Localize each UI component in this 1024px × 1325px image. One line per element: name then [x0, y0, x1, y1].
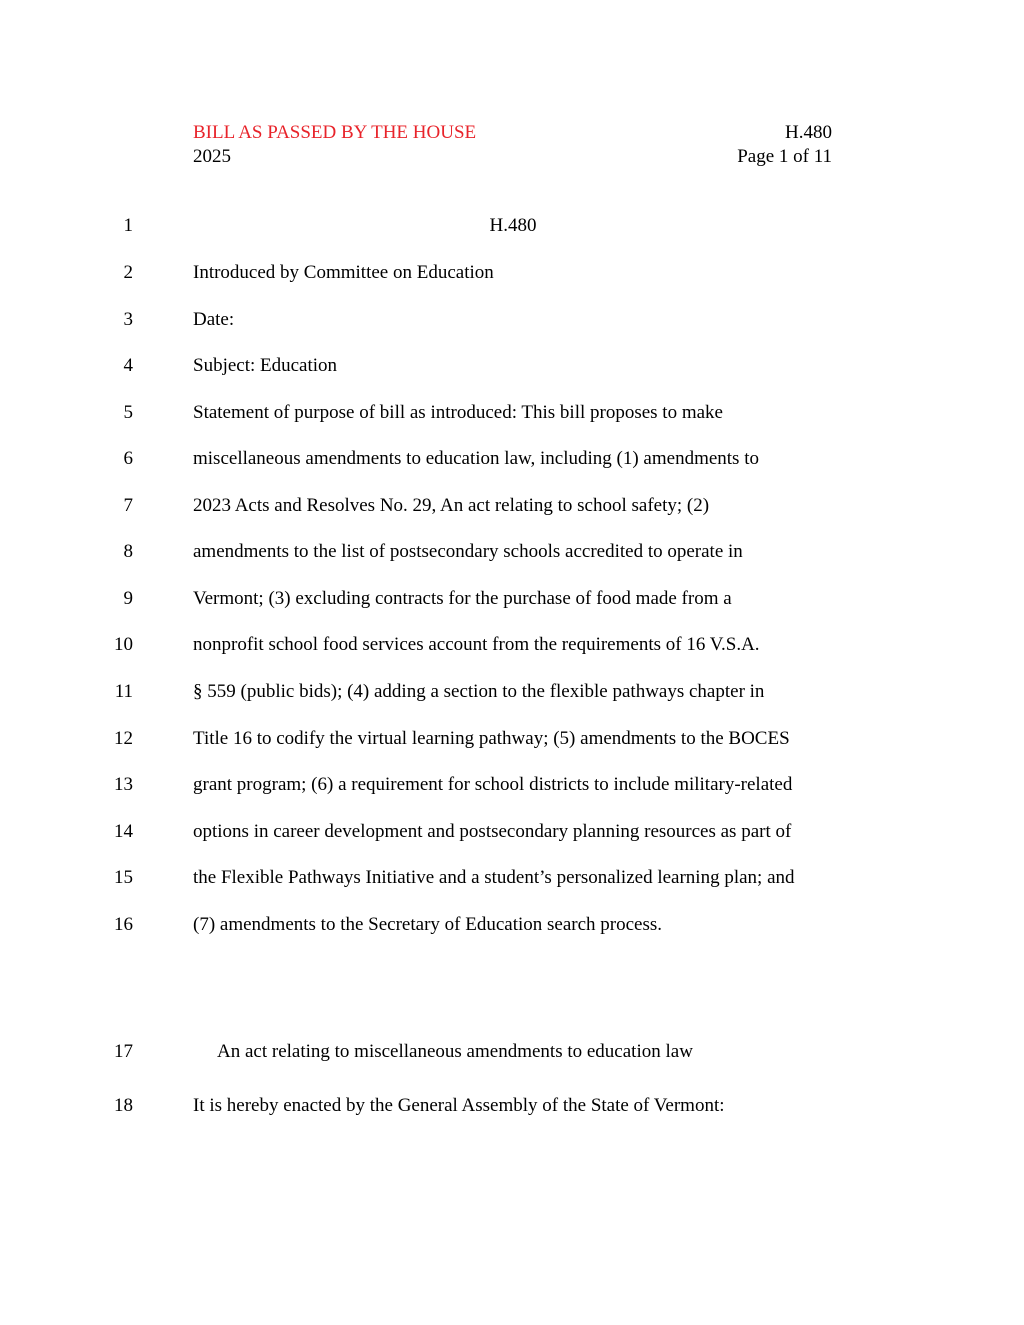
line-number: 2	[123, 262, 133, 283]
statement-text: grant program; (6) a requirement for school districts to include military-related	[193, 774, 793, 795]
act-title: An act relating to miscellaneous amendments to education law	[217, 1041, 693, 1062]
document-line	[0, 493, 1024, 519]
document-line	[0, 865, 1024, 891]
document-line	[0, 726, 1024, 752]
line-number: 17	[114, 1041, 133, 1062]
document-line	[0, 586, 1024, 612]
statement-text: nonprofit school food services account from the requirements of 16 V.S.A.	[193, 634, 760, 655]
statement-text: options in career development and postsecondary planning resources as part of	[193, 821, 792, 842]
statement-text: Vermont; (3) excluding contracts for the purchase of food made from a	[193, 588, 732, 609]
line-number: 15	[114, 867, 133, 888]
statement-text: amendments to the list of postsecondary schools accredited to operate in	[193, 541, 743, 562]
line-number: 5	[123, 402, 133, 423]
document-line	[0, 539, 1024, 565]
document-line	[0, 446, 1024, 472]
document-line	[0, 260, 1024, 286]
line-number: 12	[114, 728, 133, 749]
date-field: Date:	[193, 309, 235, 330]
header-left	[193, 121, 476, 169]
statement-text: miscellaneous amendments to education law, including (1) amendments to	[193, 448, 759, 469]
line-number: 10	[114, 634, 133, 655]
line-number: 3	[123, 309, 133, 330]
line-number: 1	[123, 215, 133, 236]
document-line	[0, 353, 1024, 379]
line-number: 11	[114, 681, 133, 702]
document-line	[0, 213, 1024, 239]
statement-text: 2023 Acts and Resolves No. 29, An act relating to school safety; (2)	[193, 495, 710, 516]
document-line	[0, 1039, 1024, 1065]
bill-number: H.480	[785, 122, 832, 143]
page-indicator: Page 1 of 11	[737, 146, 832, 167]
document-line	[0, 307, 1024, 333]
line-number: 18	[114, 1095, 133, 1116]
header-right	[737, 121, 832, 169]
statement-text: Title 16 to codify the virtual learning pathway; (5) amendments to the BOCES	[193, 728, 790, 749]
document-line	[0, 400, 1024, 426]
line-number: 7	[123, 495, 133, 516]
statement-text: the Flexible Pathways Initiative and a student’s personalized learning plan; and	[193, 867, 795, 888]
document-line	[0, 772, 1024, 798]
line-number: 6	[123, 448, 133, 469]
enacting-clause: It is hereby enacted by the General Assembly of the State of Vermont:	[193, 1095, 725, 1116]
statement-text: (7) amendments to the Secretary of Education search process.	[193, 914, 663, 935]
document-line	[0, 632, 1024, 658]
line-number: 16	[114, 914, 133, 935]
document-line	[0, 819, 1024, 845]
document-line	[0, 1093, 1024, 1119]
introduced-by: Introduced by Committee on Education	[193, 262, 494, 283]
statement-text: § 559 (public bids); (4) adding a section to the flexible pathways chapter in	[193, 681, 765, 702]
line-number: 13	[114, 774, 133, 795]
line-number: 9	[123, 588, 133, 609]
line-number: 8	[123, 541, 133, 562]
statement-text: Statement of purpose of bill as introduced: This bill proposes to make	[193, 402, 723, 423]
line-number: 14	[114, 821, 133, 842]
line-number: 4	[123, 355, 133, 376]
bill-year: 2025	[193, 146, 231, 167]
document-line	[0, 679, 1024, 705]
document-line	[0, 912, 1024, 938]
bill-status: BILL AS PASSED BY THE HOUSE	[193, 122, 477, 143]
subject-field: Subject: Education	[193, 355, 338, 376]
bill-title: H.480	[489, 215, 537, 236]
